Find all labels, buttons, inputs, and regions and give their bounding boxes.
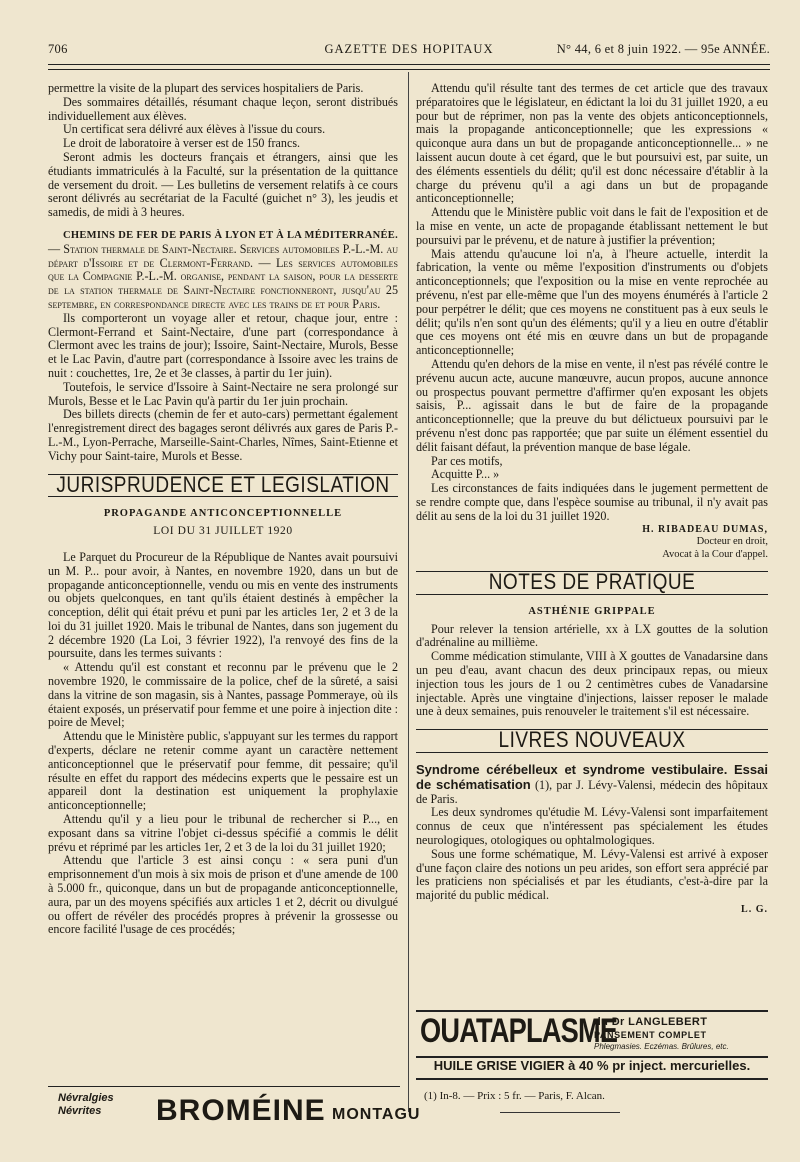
ad-indications bbox=[58, 1092, 114, 1118]
header-rule bbox=[48, 64, 770, 70]
signature bbox=[416, 524, 768, 562]
footnote: (1) In-8. — Prix : 5 fr. — Paris, F. Alcan. bbox=[424, 1090, 605, 1102]
ad-maker: du Dr LANGLEBERT bbox=[594, 1016, 708, 1028]
paragraph: Des sommaires détaillés, résumant chaque leçon, seront distribués individuellement aux élèves. bbox=[48, 94, 398, 123]
paragraph: Attendu que l'article 3 est ainsi conçu : « sera puni d'un emprisonnement d'un mois à six mois de prison et d'une amende de 100 à 5.000 fr., quiconque, dans un but de propagande anticonceptionnelle, aura, par un des moyens spécifiés aux articles 1 et 2, décrit ou divulgué ou offert de révéler des procédés propres à prévenir la grossesse ou encore facilité l'usage de ces procédés; bbox=[48, 853, 398, 937]
news-item bbox=[48, 228, 398, 312]
column-divider bbox=[408, 72, 409, 1112]
paragraph: « Attendu qu'il est constant et reconnu par le prévenu que le 2 novembre 1920, le commissaire de la police, chef de la sûreté, a saisi dans la vitrine de son magasin, sis à Nantes, passage Pommeraye, où ils étaient exposés, un préservatif pour femme et une poire à injection dite : poire de Mevel; bbox=[48, 660, 398, 730]
article-heading: PROPAGANDE ANTICONCEPTIONNELLE bbox=[103, 508, 343, 520]
indication-text: Névrites bbox=[58, 1105, 102, 1117]
paragraph: Ils comporteront un voyage aller et retour, chaque jour, entre : Clermont-Ferrand et Saint-Nectaire, d'une part (correspondance à Clermont avec les trains de jour); Issoire, Saint-Nectaire, Murols, Besse et le Lac Pavin, d'autre part (correspondance à Issoire avec les trains de nuit : couchettes, 1re, 2e et 3e classes, à partir du 1er juin). bbox=[48, 310, 398, 380]
paragraph: Le Parquet du Procureur de la République de Nantes avait poursuivi un M. P... pour avoir, à Nantes, en novembre 1920, dans un but de propagande anticonceptionnelle, vendu ou mis en vente des instruments ou objets quelconques, en tant qu'ils étaient destinés à empêcher la conception, délit qui était prévu et puni par les articles 1er, 2 et 3 de la loi du 31 juillet 1920. Mais le tribunal de Nantes, dans son jugement du 2 décembre 1920 (La Loi, 3 février 1922), l'a renvoyé des fins de la poursuite, dans les termes suivants : bbox=[48, 549, 398, 661]
page-number: 706 bbox=[48, 42, 68, 56]
paragraph: Mais attendu qu'aucune loi n'a, à l'heure actuelle, interdit la fabrication, la vente ou même l'exposition d'instruments ou d'objets anticonceptionnels; que l'exposition ou la mise en vente reprochée au prévenu, n'est par elle-même que l'un des moyens énumérés à l'article 2 pour perpétrer le délit; que ces moyens ne constituent pas à eux seuls le délit; qu'ils n'en sont qu'un des éléments; qu'il y a lieu en outre d'établir que ces moyens ont été mis en œuvre dans un but de propagande anticonceptionnelle; bbox=[416, 246, 768, 358]
news-body: — Station thermale de Saint-Nectaire. Services automobiles P.-L.-M. au départ d'Issoire et de Clermont-Ferrand. — Les services automobiles que la Compagnie P.-L.-M. organise, pendant la saison, pour la desserte de la station thermale de Saint-Nectaire fonctionneront, jusqu'au 25 septembre, en correspondance directe avec les trains de et pour Paris. bbox=[48, 241, 398, 311]
paragraph: Acquitte P... » bbox=[431, 467, 500, 482]
paragraph: Comme médication stimulante, VIII à X gouttes de Vanadarsine dans un peu d'eau, avant chacun des deux principaux repas, ou mieux injection tous les jours de 1 ou 2 centimètres cubes de Vanadarsine injectable. Après une vingtaine d'injections, laisser reposer le malade une à deux semaines, puis renouveler le traitement s'il est nécessaire. bbox=[416, 649, 768, 719]
journal-title: GAZETTE DES HOPITAUX bbox=[324, 42, 494, 56]
paragraph: Le droit de laboratoire à verser est de 150 francs. bbox=[63, 136, 301, 151]
author-title: Avocat à la Cour d'appel. bbox=[662, 548, 768, 560]
author-name: H. RIBADEAU DUMAS, bbox=[642, 523, 768, 535]
book-author: (1), par J. Lévy-Valensi, médecin des hôpitaux de Paris. bbox=[416, 777, 768, 806]
right-column bbox=[416, 82, 768, 917]
ad-tagline: PANSEMENT COMPLET bbox=[594, 1030, 707, 1040]
paragraph: permettre la visite de la plupart des services hospitaliers de Paris. bbox=[48, 81, 364, 95]
article-subheading: LOI DU 31 JUILLET 1920 bbox=[153, 525, 293, 538]
ad-maker: MONTAGU bbox=[332, 1106, 421, 1123]
book-entry bbox=[416, 763, 768, 806]
footnote-rule bbox=[500, 1112, 620, 1113]
news-heading: CHEMINS DE FER DE PARIS À LYON ET À LA MÉDITERRANÉE. bbox=[63, 229, 398, 241]
indication-text: Névralgies bbox=[58, 1092, 114, 1104]
section-header-livres bbox=[416, 729, 768, 753]
section-title: NOTES DE PRATIQUE bbox=[488, 570, 696, 595]
paragraph: Attendu que le Ministère public voit dans le fait de l'exposition et de la mise en vente, un acte de propagande établissant nettement le but poursuivi par le prévenu, et de nature à justifier la prévention; bbox=[416, 205, 768, 247]
paragraph: Attendu qu'en dehors de la mise en vente, il n'est pas révélé contre le prévenu aucun acte, aucune manœuvre, aucun propos, aucune annonce ou prospectus pouvant permettre d'affirmer qu'en exposant les objets saisis, P... agissait dans le but de faire de la propagande anticonceptionnelle; que la preuve du but délictueux poursuivi par le prévenu n'est donc pas rapportée; que par suite un élément essentiel du délit faisant défaut, la prévention manque de base légale. bbox=[416, 356, 768, 454]
book-title: Syndrome cérébelleux et syndrome vestibulaire. Essai de schématisation bbox=[416, 761, 768, 792]
paragraph: Des billets directs (chemin de fer et auto-cars) permettant également l'enregistrement direct des bagages seront délivrés aux gares de Paris P.-L.-M., Lyon-Perrache, Marseille-Saint-Charles, Nîmes, Saint-Etienne et Vichy pour Saint-taire, Murols et Besse. bbox=[48, 407, 398, 463]
ad-indications: Phlegmasies. Eczémas. Brûlures, etc. bbox=[594, 1042, 729, 1051]
ad-bromeine bbox=[48, 1092, 421, 1132]
ad-brand: OUATAPLASME bbox=[420, 1012, 618, 1050]
left-column bbox=[48, 82, 398, 937]
paragraph: Attendu qu'il résulte tant des termes de cet article que des travaux préparatoires que le législateur, en édictant la loi du 31 juillet 1920, a eu pour but de réprimer, non pas la vente des objets anticonceptionnels, mais la propagande anticonceptionnelle; que les expressions « quiconque aura dans un but de propagande anticonceptionnelle... » ne laissent aucun doute à cet égard, que le but poursuivi est, par suite, un des éléments essentiels du délit; qu'il est donc nécessaire d'établir à la charge du prévenu qu'il a agi dans un but de propagande anticonceptionnelle; bbox=[416, 81, 768, 206]
ad-brand: BROMÉINE bbox=[156, 1094, 326, 1127]
section-header-jurisprudence bbox=[48, 474, 398, 498]
paragraph: Seront admis les docteurs français et étrangers, ainsi que les étudiants immatriculés à la Faculté, sur la présentation de la quittance de versement du droit. — Les bulletins de versement relatifs à ce cours seront délivrés au secrétariat de la Faculté (guichet n° 3), les jeudis et samedis, de midi à 3 heures. bbox=[48, 149, 398, 220]
section-title: LIVRES NOUVEAUX bbox=[498, 728, 686, 753]
paragraph: Attendu que le Ministère public, s'appuyant sur les termes du rapport d'experts, déclare ne retenir comme ayant un caractère nettement anticonceptionnel que le préservatif pour femme, dit pessaire; qu'il résulte en effet du rapport des médecins experts que le pessaire est un appareil dont la destination est uniquement la prophylaxie anticonceptionnelle; bbox=[48, 729, 398, 813]
paragraph: Attendu qu'il y a lieu pour le tribunal de rechercher si P..., en exposant dans sa vitrine l'objet ci-dessus spécifié a commis le délit prévu et réprimé par les articles 1er, 2 et 3 de la loi du 31 juillet 1920; bbox=[48, 812, 398, 854]
paragraph: Les deux syndromes qu'étudie M. Lévy-Valensi sont imparfaitement connus de ceux que n'intéressent pas spécialement les études neurologiques, otologiques ou ophtalmologiques. bbox=[416, 805, 768, 847]
author-title: Docteur en droit, bbox=[696, 536, 768, 547]
review-initials: L. G. bbox=[741, 903, 768, 915]
page-header bbox=[48, 40, 770, 62]
section-header-notes bbox=[416, 571, 768, 595]
paragraph: Par ces motifs, bbox=[431, 453, 503, 468]
section-title: JURISPRUDENCE ET LEGISLATION bbox=[56, 472, 390, 498]
paragraph: Les circonstances de faits indiquées dans le jugement permettent de se rendre compte que, dans l'espèce soumise au tribunal, il n'y avait pas délit au sens de la loi du 31 juillet 1920. bbox=[416, 481, 768, 523]
paragraph: Sous une forme schématique, M. Lévy-Valensi est arrivé à exposer d'une façon claire des notions un peu arides, son effort sera apprécié par les praticiens non spécialisés et par les étudiants, c'est-à-dire par la majorité du public médical. bbox=[416, 846, 768, 903]
paragraph: Pour relever la tension artérielle, xx à LX gouttes de la solution d'adrénaline au millième. bbox=[416, 621, 768, 650]
paragraph: Un certificat sera délivré aux élèves à l'issue du cours. bbox=[63, 122, 326, 137]
paragraph: Toutefois, le service d'Issoire à Saint-Nectaire ne sera prolongé sur Murols, Besse et le Lac Pavin qu'à partir du 1er juin prochain. bbox=[48, 379, 398, 408]
ad-ouataplasme bbox=[416, 1010, 768, 1058]
ad-huile-grise: HUILE GRISE VIGIER à 40 % pr inject. mercurielles. bbox=[416, 1058, 768, 1080]
issue-info: N° 44, 6 et 8 juin 1922. — 95e ANNÉE. bbox=[556, 42, 770, 56]
article-heading: ASTHÉNIE GRIPPALE bbox=[528, 605, 656, 617]
ad-rule bbox=[48, 1086, 400, 1087]
